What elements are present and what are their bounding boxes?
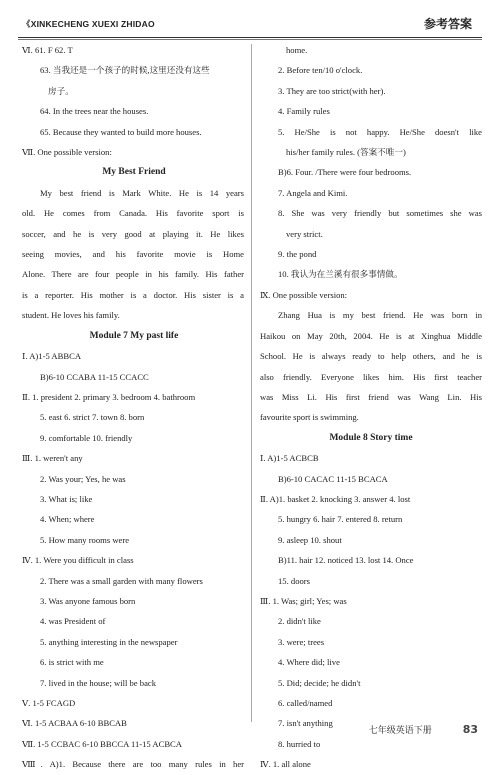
answer-line: B)6-10 CCABA 11-15 CCACC xyxy=(40,371,149,382)
answer-line: 9. asleep 10. shout xyxy=(278,534,342,545)
section-heading: Module 8 Story time xyxy=(329,432,413,443)
answer-line: 64. In the trees near the houses. xyxy=(40,106,149,117)
answer-line: 3. What is; like xyxy=(40,493,93,504)
answer-line: Ⅰ. A)1-5 ABBCA xyxy=(22,351,82,362)
answer-line: is a reporter. His mother is a doctor. His sister is a xyxy=(22,289,244,300)
answer-line: 4. When; where xyxy=(40,514,95,525)
right-column xyxy=(260,40,482,775)
answer-line: his/her family rules. (答案不唯一) xyxy=(286,147,406,158)
section-heading: My Best Friend xyxy=(102,167,166,178)
answer-line: soccer, and he is very good at playing it. He likes xyxy=(22,228,244,239)
left-column xyxy=(22,40,244,775)
answer-line: Haikou on May 20th, 2004. He is at Xinghua Middle xyxy=(260,330,482,341)
section-heading: Module 7 My past life xyxy=(89,330,179,341)
answer-line: 3. Was anyone famous born xyxy=(40,595,136,606)
footer-book-label: 七年级英语下册 xyxy=(368,726,432,736)
answer-line: 10. 我认为在兰溪有很多事情做。 xyxy=(278,269,403,280)
page-header xyxy=(0,0,500,40)
answer-line: 7. isn't anything xyxy=(278,718,333,729)
answer-line: 5. How many rooms were xyxy=(40,534,130,545)
answer-line: 2. didn't like xyxy=(278,616,321,627)
answer-line: Ⅳ. 1. all alone xyxy=(260,759,311,770)
answer-line: 65. Because they wanted to build more houses. xyxy=(40,126,202,137)
answer-line: B)11. hair 12. noticed 13. lost 14. Once xyxy=(278,555,414,566)
answer-line: old. He comes from Canada. His favorite sport is xyxy=(22,208,244,219)
answer-line: Ⅸ. One possible version: xyxy=(260,289,348,300)
answer-line: 5. Did; decide; he didn't xyxy=(278,677,361,688)
answer-line: Ⅳ. 1. Were you difficult in class xyxy=(22,555,134,566)
answer-line: Ⅵ. 61. F 62. T xyxy=(22,45,73,55)
answer-line: My best friend is Mark White. He is 14 years xyxy=(40,187,244,198)
answer-line: 4. Family rules xyxy=(278,106,330,117)
header-section-title: 参考答案 xyxy=(423,17,472,31)
answer-line: Ⅰ. A)1-5 ACBCB xyxy=(260,453,319,464)
answer-line: 房子。 xyxy=(48,85,74,96)
answer-line: 2. There was a small garden with many flowers xyxy=(40,575,203,586)
page-footer xyxy=(369,723,478,736)
answer-line: favourite sport is swimming. xyxy=(260,412,359,423)
answer-line: also friendly. Everyone likes him. His first teacher xyxy=(260,371,482,382)
answer-line: 63. 当我还是一个孩子的时候,这里还没有这些 xyxy=(40,65,210,76)
answer-line: Ⅶ. 1-5 CCBAC 6-10 BBCCA 11-15 ACBCA xyxy=(22,738,182,749)
answer-line: Ⅴ. 1-5 FCAGD xyxy=(22,698,76,708)
answer-line: 5. He/She is not happy. He/She doesn't like xyxy=(278,126,482,137)
page-number: 83 xyxy=(462,723,478,736)
answer-line: seeing movies, and his favorite movie is Home xyxy=(22,249,244,260)
answer-line: Ⅷ. A)1. Because there are too many rules in her xyxy=(22,759,244,770)
answer-line: Ⅱ. 1. president 2. primary 3. bedroom 4. bathroom xyxy=(22,391,196,402)
header-series-title: 《XINKECHENG XUEXI ZHIDAO xyxy=(22,19,155,29)
answer-line: 3. were; trees xyxy=(278,636,325,647)
answer-line: Ⅱ. A)1. basket 2. knocking 3. answer 4. lost xyxy=(260,493,411,504)
answer-line: 4. Where did; live xyxy=(278,657,340,668)
answer-line: student. He loves his family. xyxy=(22,310,120,321)
answer-line: Ⅶ. One possible version: xyxy=(22,147,112,158)
answer-line: 6. called/named xyxy=(278,698,333,708)
answer-line: very strict. xyxy=(286,228,323,239)
answer-line: home. xyxy=(286,45,308,55)
answer-line: B)6. Four. /There were four bedrooms. xyxy=(278,167,412,178)
answer-line: Ⅲ. 1. weren't any xyxy=(22,453,83,464)
answer-line: 6. is strict with me xyxy=(40,657,104,668)
answer-line: 5. hungry 6. hair 7. entered 8. return xyxy=(278,514,403,525)
answer-line: 2. Was your; Yes, he was xyxy=(40,473,126,484)
answer-line: Alone. There are four people in his family. His father xyxy=(22,269,244,280)
answer-line: 7. lived in the house; will be back xyxy=(40,677,156,688)
answer-line: 9. comfortable 10. friendly xyxy=(40,432,133,443)
answer-line: 4. was President of xyxy=(40,616,106,627)
answer-line: Ⅵ. 1-5 ACBAA 6-10 BBCAB xyxy=(22,718,127,729)
column-divider xyxy=(251,44,252,722)
answer-line: 8. hurried to xyxy=(278,738,321,749)
answer-line: 5. anything interesting in the newspaper xyxy=(40,636,178,647)
answer-line: 2. Before ten/10 o'clock. xyxy=(278,65,363,76)
answer-line: 9. the pond xyxy=(278,249,317,260)
answer-line: 15. doors xyxy=(278,575,310,586)
answer-line: 8. She was very friendly but sometimes she was xyxy=(278,208,482,219)
answer-line: B)6-10 CACAC 11-15 BCACA xyxy=(278,473,388,484)
answer-line: Zhang Hua is my best friend. He was born in xyxy=(278,310,482,321)
answer-line: was Miss Li. His first friend was Wang Lin. His xyxy=(260,391,482,402)
answer-line: School. He is always ready to help others, and he is xyxy=(260,351,482,362)
answer-line: Ⅲ. 1. Was; girl; Yes; was xyxy=(260,595,347,606)
answer-line: 5. east 6. strict 7. town 8. born xyxy=(40,412,145,423)
answer-line: 7. Angela and Kimi. xyxy=(278,187,348,198)
header-rule xyxy=(18,37,482,38)
answer-line: 3. They are too strict(with her). xyxy=(278,85,386,96)
